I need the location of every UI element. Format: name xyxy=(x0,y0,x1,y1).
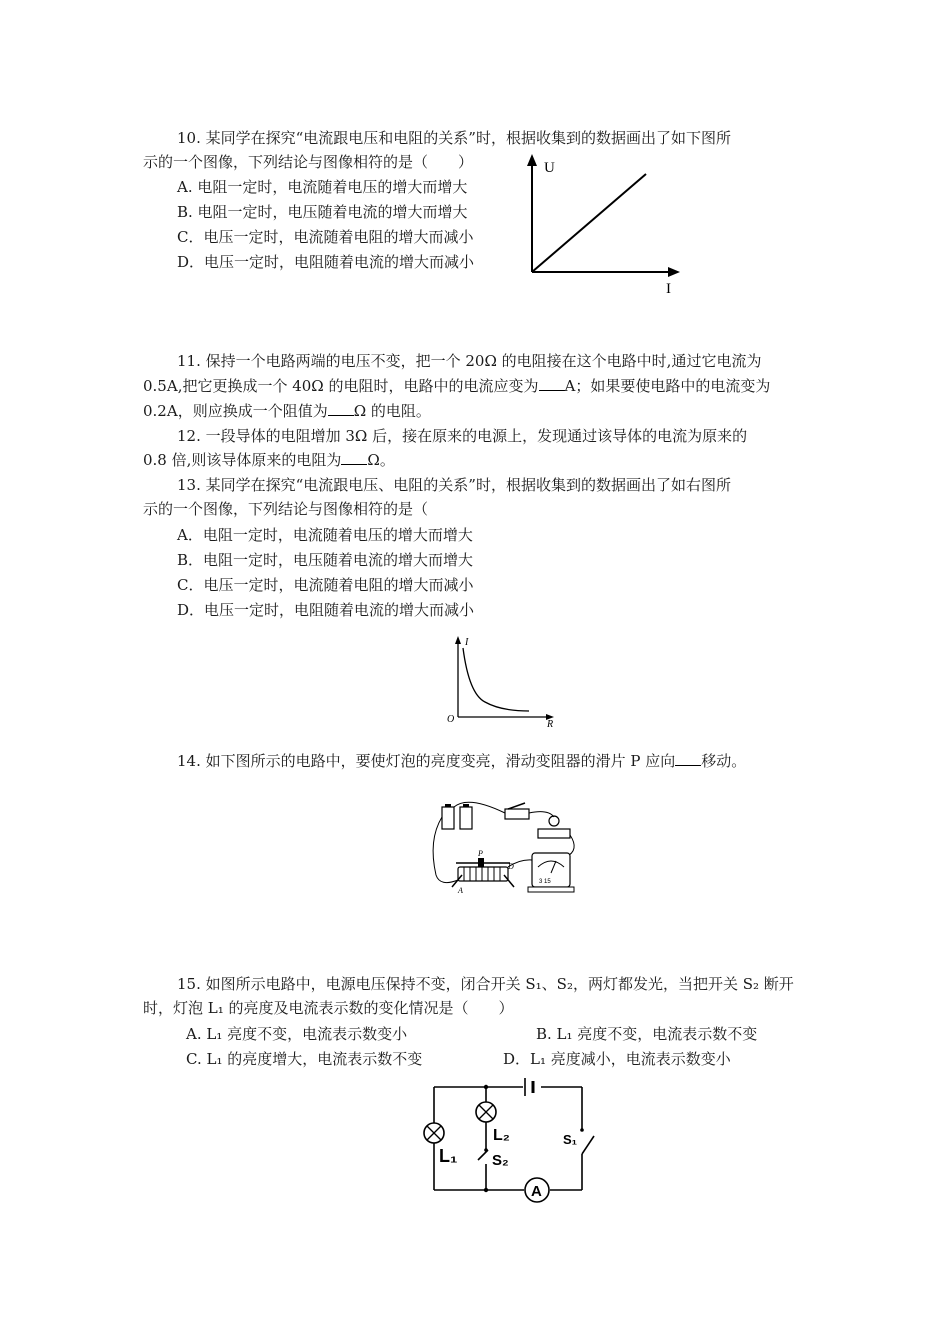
q13-option-c: C．电压一定时，电流随着电阻的增大而减小 xyxy=(177,576,474,594)
q15-option-a: A. L₁ 亮度不变，电流表示数变小 xyxy=(186,1025,408,1043)
q12-line-2-start: 0.8 倍,则该导体原来的电阻为 xyxy=(143,451,342,469)
q14-answer-blank[interactable] xyxy=(675,765,701,766)
q13-graph xyxy=(443,632,563,730)
q15-circuit-diagram xyxy=(420,1078,590,1203)
q13-option-b: B．电阻一定时，电压随着电流的增大而增大 xyxy=(177,551,474,569)
battery-2 xyxy=(460,807,472,829)
q14-label-d: D xyxy=(508,862,514,871)
q15-option-c: C. L₁ 的亮度增大，电流表示数不变 xyxy=(186,1050,423,1068)
q15-line-2: 时，灯泡 L₁ 的亮度及电流表示数的变化情况是（ ） xyxy=(143,999,514,1017)
q15-label-s1: S₁ xyxy=(563,1132,578,1147)
q14-circuit-picture xyxy=(428,795,588,905)
q12-line-2 xyxy=(143,450,395,470)
q11-line-3 xyxy=(143,401,431,421)
q10-option-d: D．电压一定时，电阻随着电流的增大而减小 xyxy=(177,253,475,271)
q11-line-1: 11. 保持一个电路两端的电压不变，把一个 20Ω 的电阻接在这个电路中时,通过它电流为 xyxy=(177,352,762,370)
q15-label-s2: S₂ xyxy=(492,1152,509,1169)
q14-label-p: P xyxy=(478,849,483,858)
q10-graph xyxy=(520,150,690,297)
q14-label-a: A xyxy=(458,886,463,895)
q15-option-b: B. L₁ 亮度不变，电流表示数不变 xyxy=(536,1025,758,1043)
battery-1 xyxy=(442,807,454,829)
q14-text-end: 移动。 xyxy=(701,752,747,770)
q14-text xyxy=(177,751,746,771)
q15-line-1: 15. 如图所示电路中，电源电压保持不变，闭合开关 S₁、S₂，两灯都发光，当把开关 S₂ 断开 xyxy=(177,975,794,993)
q10-stem-line-1: 10. 某同学在探究“电流跟电压和电阻的关系”时，根据收集到的数据画出了如下图所 xyxy=(177,129,731,147)
switch-s2-icon xyxy=(478,1150,488,1160)
q13-option-a: A．电阻一定时，电流随着电压的增大而增大 xyxy=(177,526,473,544)
q15-label-l2: L₂ xyxy=(493,1127,510,1144)
bulb-base xyxy=(538,829,570,838)
q13-option-d: D．电压一定时，电阻随着电流的增大而减小 xyxy=(177,601,475,619)
q13-graph-origin: O xyxy=(447,714,455,725)
switch-s1-icon xyxy=(582,1136,594,1154)
q10-graph-x-label: I xyxy=(666,281,671,297)
switch-base xyxy=(505,809,529,819)
q15-ammeter-label: A xyxy=(531,1183,542,1200)
q14-meter-label: 3 15 xyxy=(539,879,551,885)
q11-line-3-end: Ω 的电阻。 xyxy=(353,402,431,420)
q11-line-2-start: 0.5A,把它更换成一个 40Ω 的电阻时，电路中的电流应变为 xyxy=(143,377,539,395)
rheostat-slider xyxy=(478,858,484,867)
q13-graph-curve xyxy=(463,648,529,711)
q10-option-c: C．电压一定时，电流随着电阻的增大而减小 xyxy=(177,228,474,246)
q11-answer-blank-2[interactable] xyxy=(328,415,354,416)
q11-line-2-end: A；如果要使电路中的电流变为 xyxy=(564,377,771,395)
ammeter-body xyxy=(532,853,570,887)
q10-option-a: A. 电阻一定时，电流随着电压的增大而增大 xyxy=(177,178,468,196)
q10-graph-line xyxy=(532,174,646,272)
q10-graph-y-label: U xyxy=(544,160,555,176)
bulb xyxy=(549,816,559,826)
q15-label-l1: L₁ xyxy=(439,1146,458,1166)
q12-line-1: 12. 一段导体的电阻增加 3Ω 后，接在原来的电源上，发现通过该导体的电流为原来的 xyxy=(177,427,748,445)
q10-stem-line-2: 示的一个图像，下列结论与图像相符的是（ ） xyxy=(143,153,474,171)
q12-line-2-end: Ω。 xyxy=(367,451,395,469)
q13-graph-x-label: R xyxy=(547,719,554,730)
q12-answer-blank[interactable] xyxy=(341,464,367,465)
q11-answer-blank-1[interactable] xyxy=(539,390,565,391)
q11-line-3-start: 0.2A，则应换成一个阻值为 xyxy=(143,402,328,420)
q11-line-2 xyxy=(143,376,770,396)
q13-stem-line-1: 13. 某同学在探究“电流跟电压、电阻的关系”时，根据收集到的数据画出了如右图所 xyxy=(177,476,731,494)
q14-text-start: 14. 如下图所示的电路中，要使灯泡的亮度变亮，滑动变阻器的滑片 P 应向 xyxy=(177,752,676,770)
q13-stem-line-2: 示的一个图像，下列结论与图像相符的是（ xyxy=(143,500,429,518)
q10-option-b: B. 电阻一定时，电压随着电流的增大而增大 xyxy=(177,203,468,221)
q13-graph-y-label: I xyxy=(465,637,469,648)
q15-option-d: D．L₁ 亮度减小，电流表示数变小 xyxy=(503,1050,731,1068)
